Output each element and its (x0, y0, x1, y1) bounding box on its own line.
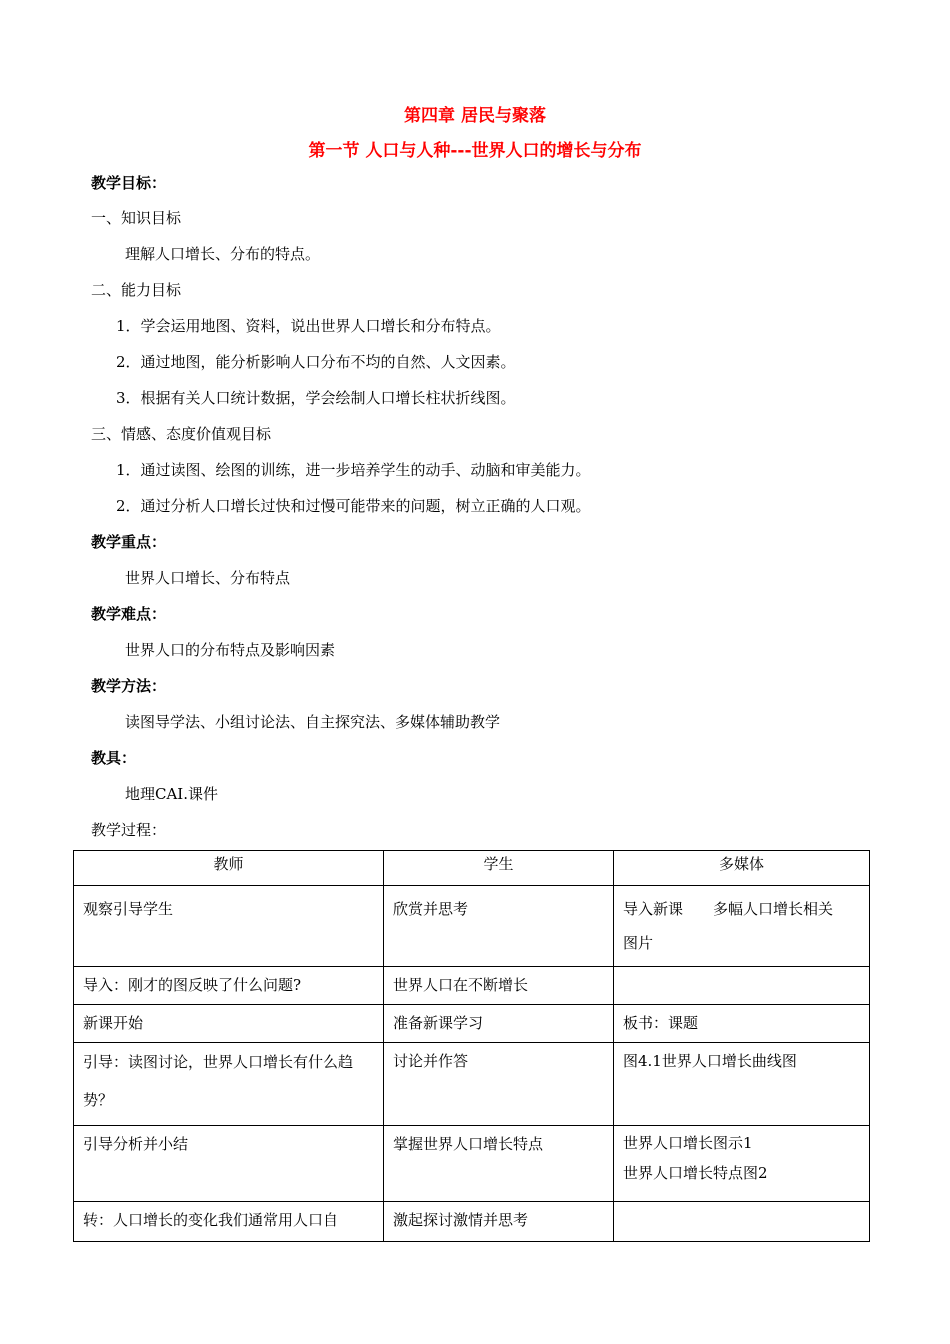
table-row (74, 1005, 870, 1043)
table-row (74, 1043, 870, 1126)
media-line: 世界人口增长特点图2 (623, 1164, 768, 1182)
teacher-cell: 导入：刚才的图反映了什么问题? (74, 967, 384, 1005)
media-cell: 图4.1世界人口增长曲线图 (614, 1043, 870, 1126)
media-cell (614, 967, 870, 1005)
tools-heading: 教具： (91, 749, 137, 767)
student-cell: 准备新课学习 (384, 1005, 614, 1043)
key-heading: 教学重点： (91, 533, 167, 551)
teacher-cell: 转：人口增长的变化我们通常用人口自 (74, 1202, 384, 1242)
header-teacher: 教师 (74, 851, 384, 886)
teacher-cell: 新课开始 (74, 1005, 384, 1043)
table-row (74, 1126, 870, 1202)
student-cell: 激起探讨激情并思考 (384, 1202, 614, 1242)
table-row (74, 1202, 870, 1242)
method-text: 读图导学法、小组讨论法、自主探究法、多媒体辅助教学 (125, 713, 501, 731)
ability-item: 3．根据有关人口统计数据，学会绘制人口增长柱状折线图。 (116, 389, 516, 407)
student-cell: 讨论并作答 (384, 1043, 614, 1126)
media-line: 世界人口增长图示1 (623, 1134, 753, 1152)
page-title: 第四章 居民与聚落 (404, 106, 546, 126)
student-cell: 世界人口在不断增长 (384, 967, 614, 1005)
ability-item: 2．通过地图，能分析影响人口分布不均的自然、人文因素。 (116, 353, 516, 371)
student-cell: 掌握世界人口增长特点 (384, 1126, 614, 1202)
header-student: 学生 (384, 851, 614, 886)
table-row (74, 886, 870, 967)
process-heading: 教学过程： (91, 821, 167, 839)
key-text: 世界人口增长、分布特点 (125, 569, 291, 587)
method-heading: 教学方法： (91, 677, 167, 695)
knowledge-item: 理解人口增长、分布的特点。 (125, 245, 321, 263)
media-line: 导入新课 多幅人口增长相关 (623, 900, 834, 918)
goals-heading: 教学目标： (91, 174, 167, 192)
media-cell (614, 1202, 870, 1242)
table-header-row (74, 851, 870, 886)
difficulty-text: 世界人口的分布特点及影响因素 (125, 641, 336, 659)
media-cell: 板书：课题 (614, 1005, 870, 1043)
difficulty-heading: 教学难点： (91, 605, 167, 623)
header-media: 多媒体 (614, 851, 870, 886)
emotion-item: 1．通过读图、绘图的训练，进一步培养学生的动手、动脑和审美能力。 (116, 461, 591, 479)
knowledge-heading: 一、知识目标 (91, 209, 182, 227)
emotion-heading: 三、情感、态度价值观目标 (91, 425, 272, 443)
emotion-item: 2．通过分析人口增长过快和过慢可能带来的问题，树立正确的人口观。 (116, 497, 591, 515)
student-cell: 欣赏并思考 (384, 886, 614, 967)
ability-item: 1．学会运用地图、资料，说出世界人口增长和分布特点。 (116, 317, 501, 335)
media-line: 图片 (623, 934, 654, 952)
ability-heading: 二、能力目标 (91, 281, 182, 299)
table-row (74, 967, 870, 1005)
media-cell (614, 1126, 870, 1202)
teacher-cell: 观察引导学生 (74, 886, 384, 967)
process-table (73, 850, 870, 1242)
teacher-cell: 引导分析并小结 (74, 1126, 384, 1202)
tools-text: 地理CAI.课件 (125, 785, 219, 803)
teacher-cell: 引导：读图讨论，世界人口增长有什么趋势？ (74, 1043, 384, 1126)
page-subtitle: 第一节 人口与人种---世界人口的增长与分布 (308, 141, 642, 161)
media-cell (614, 886, 870, 967)
